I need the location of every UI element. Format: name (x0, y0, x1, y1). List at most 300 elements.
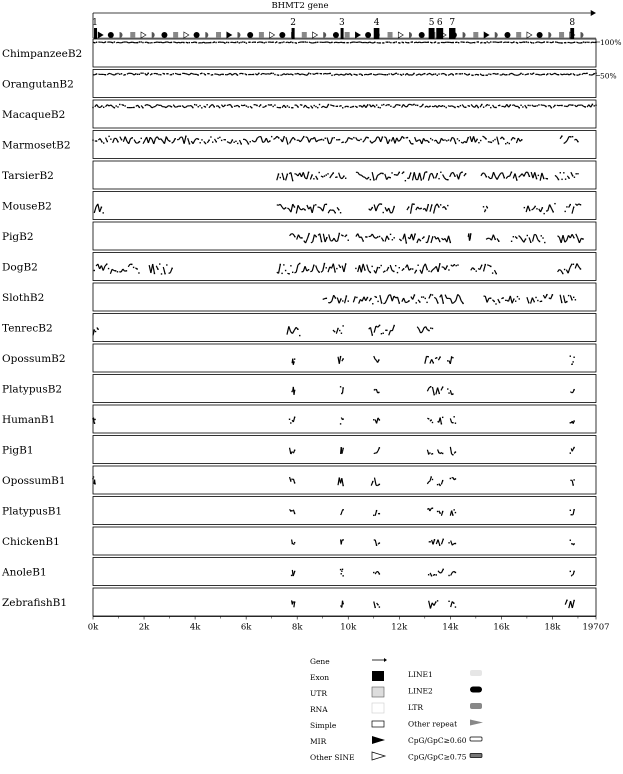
identity-point (455, 265, 456, 266)
identity-point (174, 138, 175, 139)
identity-segment (521, 42, 523, 43)
identity-point (360, 139, 361, 140)
identity-point (554, 105, 555, 106)
identity-point (291, 510, 292, 511)
identity-segment (177, 106, 179, 107)
identity-segment (377, 74, 379, 75)
identity-point (334, 271, 335, 272)
identity-point (488, 42, 489, 43)
identity-segment (539, 42, 541, 43)
identity-point (452, 422, 453, 423)
identity-point (281, 42, 282, 43)
identity-segment (152, 107, 154, 108)
identity-point (271, 73, 272, 74)
identity-point (288, 273, 289, 274)
identity-point (410, 172, 411, 173)
identity-point (528, 42, 529, 43)
identity-point (315, 204, 316, 205)
legend-glyph (470, 687, 482, 693)
repeat-glyph (130, 32, 135, 38)
identity-point (428, 330, 429, 331)
identity-point (210, 136, 211, 137)
identity-point (442, 386, 443, 387)
identity-point (139, 74, 140, 75)
identity-point (185, 136, 186, 137)
identity-point (428, 356, 429, 357)
identity-point (313, 205, 314, 206)
identity-point (224, 105, 225, 106)
identity-point (374, 106, 375, 107)
identity-point (525, 238, 526, 239)
identity-point (428, 142, 429, 143)
identity-point (280, 177, 281, 178)
identity-point (566, 301, 567, 302)
identity-point (205, 106, 206, 107)
identity-point (463, 42, 464, 43)
identity-point (492, 272, 493, 273)
identity-point (107, 141, 108, 142)
species-label: SlothB2 (2, 292, 44, 304)
identity-point (560, 172, 561, 173)
identity-point (588, 42, 589, 43)
repeat-glyph (473, 32, 478, 38)
y-tick-label: 100% (600, 38, 621, 47)
identity-point (390, 106, 391, 107)
identity-point (470, 233, 471, 234)
identity-point (538, 104, 539, 105)
identity-point (339, 139, 340, 140)
identity-point (439, 453, 440, 454)
legend-label: Simple (310, 721, 337, 730)
identity-point (439, 356, 440, 357)
identity-point (595, 105, 596, 106)
identity-point (448, 575, 449, 576)
species-label: OrangutanB2 (2, 79, 74, 91)
identity-segment (323, 73, 325, 74)
identity-point (438, 452, 439, 453)
identity-point (458, 106, 459, 107)
repeat-glyph (537, 32, 543, 38)
identity-point (526, 41, 527, 42)
identity-segment (257, 42, 259, 43)
identity-point (395, 265, 396, 266)
species-label: PlatypusB2 (2, 384, 62, 396)
identity-point (362, 75, 363, 76)
identity-point (452, 454, 453, 455)
identity-point (326, 267, 327, 268)
identity-point (389, 139, 390, 140)
identity-point (200, 142, 201, 143)
identity-point (432, 236, 433, 237)
identity-point (434, 539, 435, 540)
identity-point (283, 136, 284, 137)
identity-point (115, 73, 116, 74)
identity-point (448, 542, 449, 543)
identity-segment (293, 574, 294, 576)
identity-point (112, 42, 113, 43)
identity-point (527, 235, 528, 236)
identity-segment (294, 272, 296, 273)
identity-point (336, 176, 337, 177)
identity-point (561, 105, 562, 106)
identity-point (303, 136, 304, 137)
identity-point (432, 139, 433, 140)
identity-point (547, 178, 548, 179)
identity-point (292, 180, 293, 181)
identity-point (160, 74, 161, 75)
identity-segment (179, 42, 181, 43)
identity-point (495, 107, 496, 108)
identity-point (447, 179, 448, 180)
identity-point (542, 237, 543, 238)
identity-point (386, 330, 387, 331)
identity-point (458, 42, 459, 43)
identity-point (577, 141, 578, 142)
identity-point (420, 208, 421, 209)
identity-point (339, 233, 340, 234)
identity-point (199, 105, 200, 106)
identity-point (293, 543, 294, 544)
identity-point (490, 107, 491, 108)
species-rows (1, 38, 621, 616)
identity-segment (202, 42, 204, 43)
identity-point (210, 42, 211, 43)
identity-point (340, 423, 341, 424)
identity-point (446, 265, 447, 266)
identity-point (294, 390, 295, 391)
identity-point (278, 74, 279, 75)
identity-point (447, 205, 448, 206)
repeat-glyph (333, 32, 339, 38)
identity-point (379, 236, 380, 237)
identity-point (433, 177, 434, 178)
identity-point (439, 393, 440, 394)
identity-segment (470, 234, 471, 239)
identity-segment (177, 42, 179, 43)
identity-point (583, 41, 584, 42)
identity-point (217, 138, 218, 139)
identity-point (290, 480, 291, 481)
legend-glyph (470, 754, 482, 758)
identity-point (485, 209, 486, 210)
identity-point (460, 73, 461, 74)
identity-point (342, 603, 343, 604)
identity-point (235, 141, 236, 142)
identity-point (348, 240, 349, 241)
identity-point (509, 143, 510, 144)
repeat-glyph (388, 32, 393, 38)
identity-point (250, 141, 251, 142)
identity-point (291, 575, 292, 576)
identity-segment (94, 418, 95, 422)
identity-point (253, 74, 254, 75)
identity-segment (452, 137, 454, 138)
identity-point (573, 264, 574, 265)
identity-point (455, 512, 456, 513)
identity-point (103, 212, 104, 213)
identity-segment (303, 74, 305, 75)
identity-point (228, 42, 229, 43)
identity-point (493, 140, 494, 141)
identity-point (401, 74, 402, 75)
identity-point (429, 452, 430, 453)
identity-point (265, 42, 266, 43)
identity-point (430, 294, 431, 295)
identity-point (283, 264, 284, 265)
identity-point (337, 106, 338, 107)
identity-segment (441, 74, 443, 75)
x-tick-label: 19707 (582, 623, 609, 633)
exon-number-label: 3 (339, 18, 345, 28)
identity-point (453, 42, 454, 43)
identity-point (246, 74, 247, 75)
identity-point (315, 42, 316, 43)
identity-point (372, 303, 373, 304)
identity-point (206, 104, 207, 105)
identity-point (394, 42, 395, 43)
identity-point (294, 482, 295, 483)
identity-point (465, 107, 466, 108)
identity-point (94, 329, 95, 330)
identity-point (437, 302, 438, 303)
identity-point (410, 268, 411, 269)
identity-point (108, 136, 109, 137)
identity-point (529, 210, 530, 211)
species-label: ChimpanzeeB2 (2, 48, 82, 60)
identity-point (212, 141, 213, 142)
identity-point (272, 106, 273, 107)
exon-number-label: 4 (374, 18, 380, 28)
identity-point (318, 172, 319, 173)
identity-point (161, 273, 162, 274)
identity-point (139, 41, 140, 42)
identity-segment (384, 137, 386, 138)
identity-point (201, 73, 202, 74)
identity-point (287, 174, 288, 175)
identity-point (573, 571, 574, 572)
identity-point (533, 301, 534, 302)
identity-point (455, 543, 456, 544)
identity-point (447, 388, 448, 389)
identity-point (433, 74, 434, 75)
species-label: ZebrafishB1 (2, 597, 67, 609)
identity-point (575, 299, 576, 300)
identity-point (379, 542, 380, 543)
identity-point (208, 73, 209, 74)
identity-segment (350, 42, 352, 43)
identity-point (455, 143, 456, 144)
repeat-glyph (559, 32, 564, 38)
identity-point (428, 418, 429, 419)
identity-segment (227, 105, 229, 106)
identity-point (215, 42, 216, 43)
identity-point (224, 42, 225, 43)
identity-point (379, 107, 380, 108)
identity-point (354, 296, 355, 297)
identity-point (456, 73, 457, 74)
identity-point (460, 105, 461, 106)
identity-segment (227, 142, 229, 143)
identity-point (537, 300, 538, 301)
identity-point (374, 607, 375, 608)
identity-point (373, 515, 374, 516)
identity-segment (286, 42, 288, 43)
identity-point (237, 41, 238, 42)
identity-point (280, 42, 281, 43)
identity-point (315, 106, 316, 107)
identity-point (157, 73, 158, 74)
identity-point (448, 601, 449, 602)
identity-segment (452, 106, 454, 107)
identity-point (399, 105, 400, 106)
identity-point (413, 204, 414, 205)
identity-segment (418, 42, 420, 43)
identity-point (544, 242, 545, 243)
identity-point (326, 204, 327, 205)
identity-point (564, 269, 565, 270)
identity-point (469, 73, 470, 74)
identity-point (573, 389, 574, 390)
identity-point (515, 300, 516, 301)
identity-point (364, 269, 365, 270)
exon-box (374, 28, 380, 39)
identity-point (321, 73, 322, 74)
identity-point (519, 298, 520, 299)
identity-point (312, 107, 313, 108)
identity-point (189, 42, 190, 43)
identity-point (326, 174, 327, 175)
identity-point (594, 73, 595, 74)
identity-point (359, 140, 360, 141)
identity-segment (116, 42, 118, 43)
repeat-glyph (279, 32, 285, 38)
identity-point (570, 540, 571, 541)
identity-point (522, 106, 523, 107)
repeat-glyph (247, 32, 253, 38)
identity-point (393, 237, 394, 238)
identity-segment (361, 42, 363, 43)
identity-point (407, 137, 408, 138)
repeat-glyph (161, 32, 167, 38)
identity-point (285, 107, 286, 108)
identity-point (292, 543, 293, 544)
identity-point (474, 269, 475, 270)
exon-box (570, 28, 574, 39)
identity-point (382, 136, 383, 137)
identity-point (342, 448, 343, 449)
identity-point (237, 74, 238, 75)
identity-point (461, 171, 462, 172)
identity-point (264, 42, 265, 43)
identity-point (433, 394, 434, 395)
identity-point (297, 329, 298, 330)
identity-point (376, 510, 377, 511)
identity-point (384, 271, 385, 272)
identity-point (149, 42, 150, 43)
identity-point (189, 143, 190, 144)
identity-point (455, 478, 456, 479)
identity-segment (263, 142, 265, 143)
identity-segment (569, 42, 571, 43)
identity-point (192, 107, 193, 108)
identity-point (242, 41, 243, 42)
x-tick-label: 14k (442, 623, 459, 633)
identity-point (340, 356, 341, 357)
legend-glyph (470, 737, 482, 741)
identity-point (454, 264, 455, 265)
identity-point (292, 107, 293, 108)
identity-point (294, 450, 295, 451)
identity-point (524, 207, 525, 208)
identity-point (388, 104, 389, 105)
identity-point (119, 74, 120, 75)
identity-point (478, 107, 479, 108)
identity-point (575, 173, 576, 174)
identity-point (379, 606, 380, 607)
identity-point (187, 42, 188, 43)
identity-point (292, 601, 293, 602)
identity-point (453, 74, 454, 75)
identity-point (561, 135, 562, 136)
identity-point (376, 297, 377, 298)
species-panel (93, 466, 596, 494)
legend-glyph (372, 703, 384, 713)
identity-point (417, 105, 418, 106)
identity-point (478, 142, 479, 143)
species-label: PigB2 (2, 231, 34, 243)
identity-point (429, 106, 430, 107)
identity-point (117, 106, 118, 107)
identity-segment (241, 105, 243, 106)
identity-point (377, 267, 378, 268)
identity-point (158, 74, 159, 75)
identity-point (342, 235, 343, 236)
identity-point (244, 42, 245, 43)
identity-point (290, 510, 291, 511)
identity-point (535, 297, 536, 298)
identity-point (340, 212, 341, 213)
identity-segment (122, 42, 124, 43)
identity-segment (487, 265, 489, 266)
identity-point (516, 237, 517, 238)
identity-point (294, 513, 295, 514)
species-label: PlatypusB1 (2, 506, 62, 518)
identity-point (544, 41, 545, 42)
identity-point (408, 300, 409, 301)
identity-point (205, 74, 206, 75)
identity-segment (518, 75, 520, 76)
legend-label: Other SINE (310, 753, 355, 762)
identity-point (140, 41, 141, 42)
identity-point (573, 297, 574, 298)
identity-point (96, 73, 97, 74)
legend-label: CpG/GpC≥0.75 (408, 753, 467, 762)
identity-point (94, 42, 95, 43)
identity-point (301, 237, 302, 238)
identity-point (468, 137, 469, 138)
identity-point (287, 105, 288, 106)
identity-point (262, 42, 263, 43)
identity-segment (168, 42, 170, 43)
identity-point (406, 242, 407, 243)
identity-point (216, 141, 217, 142)
repeat-glyph (259, 32, 264, 38)
identity-segment (541, 105, 543, 106)
identity-point (453, 416, 454, 417)
identity-point (196, 42, 197, 43)
identity-point (117, 141, 118, 142)
identity-segment (330, 105, 332, 106)
